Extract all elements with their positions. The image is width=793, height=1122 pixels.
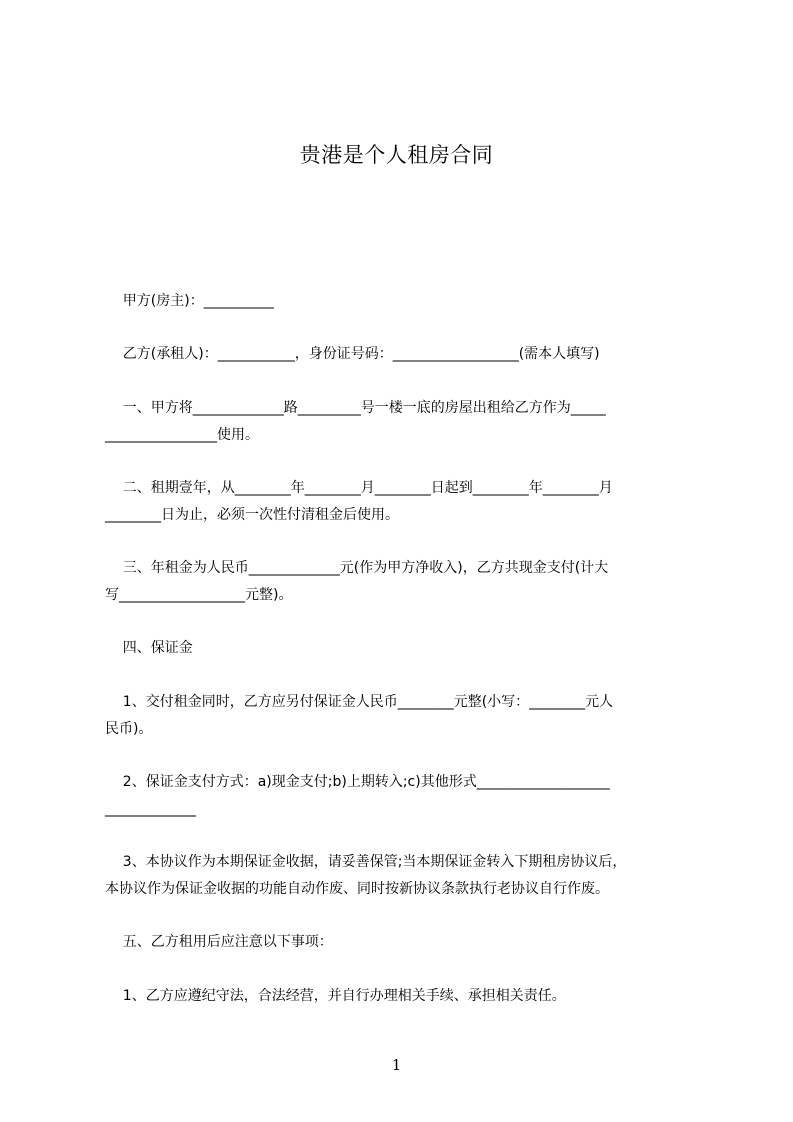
clause-1-line-1: 一、甲方将_____________路_________号一楼一底的房屋出租给乙方作为_____ <box>105 400 606 416</box>
clause-5-item-1: 1、乙方应遵纪守法，合法经营，并自行办理相关手续、承担相关责任。 <box>105 988 566 1004</box>
clause-4-item-3-line-2: 本协议作为保证金收据的功能自动作废、同时按新协议条款执行老协议自行作废。 <box>105 881 609 897</box>
clause-4-item-3-line-1: 3、本协议作为本期保证金收据，请妥善保管;当本期保证金转入下期租房协议后， <box>105 854 627 870</box>
clause-4-item-1-line-2: 民币)。 <box>105 721 153 737</box>
document-title: 贵港是个人租房合同 <box>299 143 494 167</box>
clause-3-line-1: 三、年租金为人民币_____________元(作为甲方净收入)，乙方共现金支付(计大 <box>105 560 609 576</box>
clause-1-line-2: ________________使用。 <box>105 427 259 443</box>
clause-3-line-2: 写__________________元整)。 <box>105 587 293 603</box>
clause-4-heading: 四、保证金 <box>105 640 193 656</box>
party-a-line: 甲方(房主)：__________ <box>105 293 274 309</box>
clause-4-item-2-line-1: 2、保证金支付方式：a)现金支付;b)上期转入;c)其他形式___________________ <box>105 774 610 790</box>
party-b-line: 乙方(承租人)：___________，身份证号码：__________________(需本人填写) <box>105 346 600 362</box>
clause-2-line-1: 二、租期壹年，从________年________月________日起到________年________月 <box>105 480 613 496</box>
clause-4-item-1-line-1: 1、交付租金同时，乙方应另付保证金人民币________元整(小写：________元人 <box>105 694 614 710</box>
clause-5-heading: 五、乙方租用后应注意以下事项： <box>105 934 333 950</box>
page-number: 1 <box>391 1056 402 1074</box>
clause-2-line-2: ________日为止，必须一次性付清租金后使用。 <box>105 507 399 523</box>
clause-4-item-2-line-2: _____________ <box>105 801 196 817</box>
